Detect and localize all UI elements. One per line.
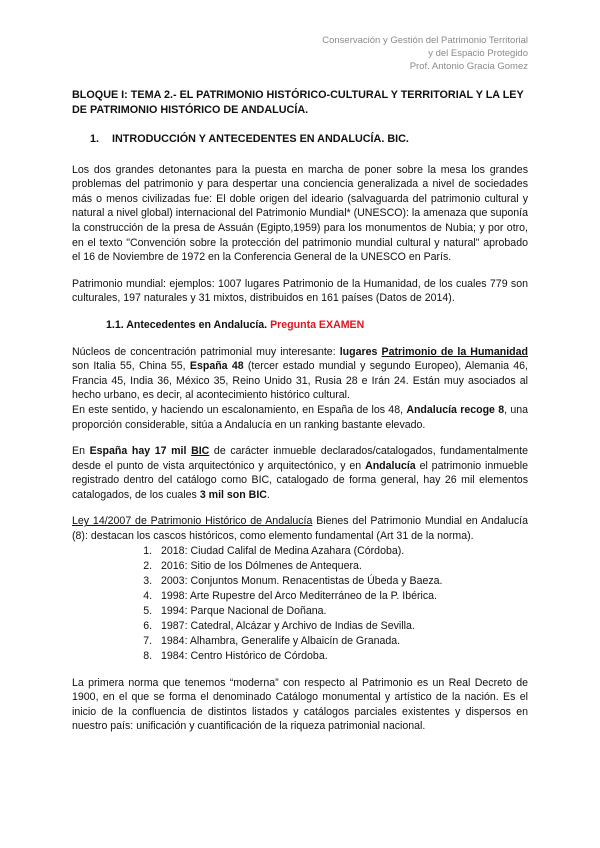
list-item: 4. 1998: Arte Rupestre del Arco Mediterráneo de la P. Ibérica. bbox=[155, 589, 528, 604]
section-1-title: INTRODUCCIÓN Y ANTECEDENTES EN ANDALUCÍA. BIC. bbox=[112, 133, 409, 145]
intro-paragraph: Los dos grandes detonantes para la puesta en marcha de poner sobre la mesa los grandes problemas del patrimonio y para despertar una conciencia generalizada a nivel de sociedades más o menos civilizadas fue: El doble origen del ideario (salvaguarda del patrimonio cultural y natural a nivel global) internacional del Patrimonio Mundial* (UNESCO): la amenaza que suponía la construcción de la presa de Assuán (Egipto,1959) para los monumentos de Nubia; y por otro, en el texto "Convención sobre la protección del patrimonio mundial cultural y natural" aprobado el 16 de Noviembre de 1972 en la Conferencia General de la UNESCO en París. bbox=[72, 163, 528, 264]
text-run-bold: España hay 17 mil bbox=[89, 445, 192, 458]
document-title: BLOQUE I: TEMA 2.- EL PATRIMONIO HISTÓRICO-CULTURAL Y TERRITORIAL Y LA LEY DE PATRIMONIO HISTÓRICO DE ANDALUCÍA. bbox=[72, 89, 524, 116]
andalucia-ranking-paragraph bbox=[72, 403, 528, 432]
text-run-bold: 3 mil son BIC bbox=[199, 488, 267, 501]
heritage-nuclei-paragraph bbox=[72, 345, 528, 403]
text-run: (tercer estado mundial y segundo Europeo), Alemania 46, Francia 45, India 36, México 35, Reino Unido 31, Rusia 28 e Irán 24. Están muy asociados al hecho urbano, es decir, al acontecimiento histórico cultural. bbox=[72, 360, 528, 402]
text-run: de carácter inmueble declarados/catalogados, fundamentalmente desde el punto de vista arquitectónico y arquitectónico, y en bbox=[72, 445, 529, 472]
list-item: 2. 2016: Sitio de los Dólmenes de Antequera. bbox=[155, 559, 528, 574]
text-run: . bbox=[266, 488, 270, 501]
text-run-bold-underline: Patrimonio de la Humanidad bbox=[381, 345, 528, 358]
section-1-number: 1. bbox=[90, 133, 100, 145]
ley-paragraph bbox=[72, 514, 528, 543]
text-run-underline: Ley 14/2007 de Patrimonio Histórico de Andalucía bbox=[72, 515, 313, 528]
header-course-line-1: Conservación y Gestión del Patrimonio Territorial bbox=[322, 35, 528, 46]
exam-question-tag: Pregunta EXAMEN bbox=[270, 318, 365, 331]
bic-paragraph bbox=[72, 444, 528, 502]
document-body bbox=[72, 88, 528, 746]
section-1-heading bbox=[90, 132, 528, 147]
text-run: En bbox=[72, 445, 90, 458]
header-course-line-2: y del Espacio Protegido bbox=[428, 48, 528, 59]
list-item: 7. 1984: Alhambra, Generalife y Albaicín de Granada. bbox=[155, 634, 528, 649]
text-run: Bienes del Patrimonio Mundial en Andalucía (8): destacan los cascos históricos, como elemento fundamental (Art 31 de la norma). bbox=[72, 515, 528, 543]
section-1-1-heading bbox=[106, 318, 528, 333]
list-item: 6. 1987: Catedral, Alcázar y Archivo de Indias de Sevilla. bbox=[155, 619, 528, 634]
list-item: 3. 2003: Conjuntos Monum. Renacentistas de Úbeda y Baeza. bbox=[155, 574, 528, 589]
final-paragraph: La primera norma que tenemos “moderna” con respecto al Patrimonio es un Real Decreto de 1900, en el que se forma el denominado Catálogo monumental y artístico de la nación. Es el inicio de la confluencia de distintos listados y catálogos parciales existentes y dispersos en nuestro país: unificación y cuantificación de la riqueza patrimonial nacional. bbox=[72, 676, 528, 733]
text-run: el patrimonio inmueble registrado dentro del catálogo como BIC, catalogado de forma general, hay 26 mil elementos catalogados, de los cuales bbox=[72, 459, 528, 501]
list-item: 1. 2018: Ciudad Califal de Medina Azahara (Córdoba). bbox=[155, 544, 528, 559]
world-heritage-andalucia-list bbox=[72, 544, 528, 664]
section-1-1-title: 1.1. Antecedentes en Andalucía. bbox=[106, 318, 268, 331]
text-run: , una proporción considerable, sitúa a Andalucía en un ranking bastante elevado. bbox=[72, 403, 528, 431]
text-run-bold: Andalucía recoge 8 bbox=[406, 403, 505, 416]
list-item: 5. 1994: Parque Nacional de Doñana. bbox=[155, 604, 528, 619]
text-run-bold-underline: BIC bbox=[191, 445, 210, 458]
text-run-bold: España 48 bbox=[189, 360, 244, 373]
text-run: En este sentido, y haciendo un escalonamiento, en España de los 48, bbox=[72, 403, 407, 416]
page-header bbox=[322, 34, 528, 73]
text-run: Núcleos de concentración patrimonial muy interesante: bbox=[72, 345, 340, 358]
header-professor: Prof. Antonio Gracia Gomez bbox=[409, 61, 528, 72]
list-item: 8. 1984: Centro Histórico de Córdoba. bbox=[155, 649, 528, 664]
text-run-bold: lugares bbox=[339, 345, 382, 358]
world-heritage-paragraph: Patrimonio mundial: ejemplos: 1007 lugares Patrimonio de la Humanidad, de los cuales 779 son culturales, 197 naturales y 31 mixtos, distribuidos en 161 países (Datos de 2014). bbox=[72, 277, 528, 305]
text-run: son Italia 55, China 55, bbox=[72, 360, 190, 373]
text-run-bold: Andalucía bbox=[365, 459, 416, 472]
